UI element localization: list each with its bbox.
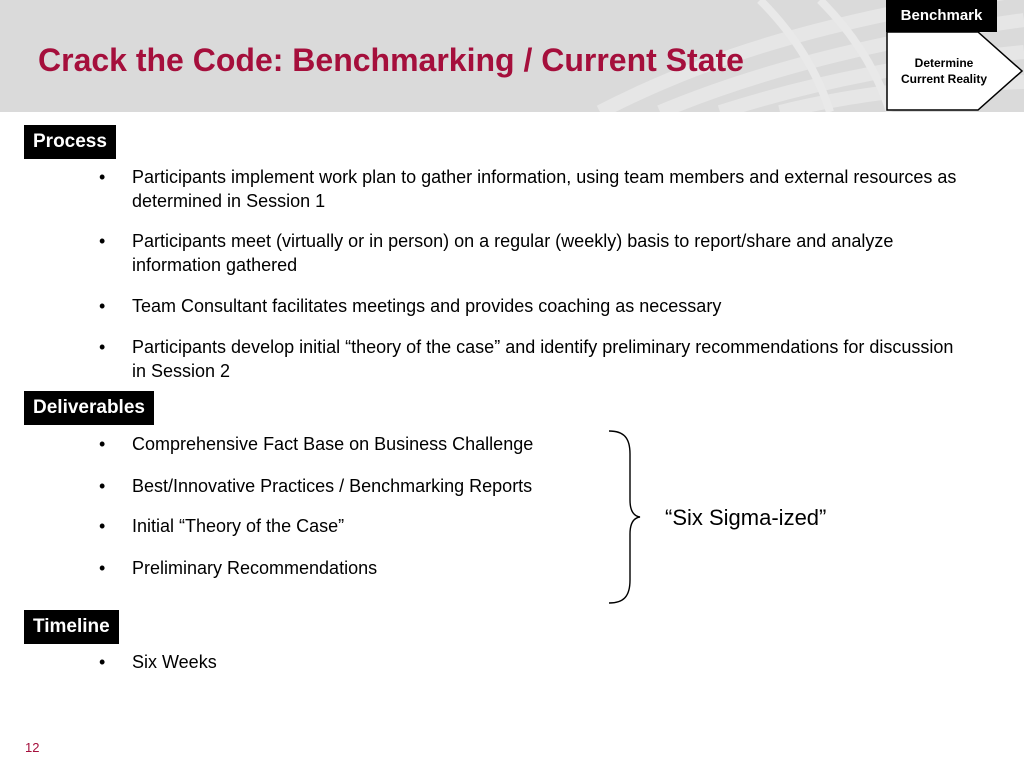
list-item [99, 474, 962, 498]
right-brace-icon [606, 428, 642, 606]
stage-step-text [889, 55, 999, 87]
stage-label: Benchmark [886, 0, 997, 32]
process-label: Process [24, 125, 116, 159]
stage-step-line-2: Current Reality [900, 72, 988, 86]
list-item-text: Comprehensive Fact Base on Business Challenge [132, 434, 534, 454]
list-item [99, 514, 962, 538]
bullet-icon: • [99, 476, 106, 496]
list-item-text: Initial “Theory of the Case” [132, 516, 345, 536]
bullet-icon: • [99, 558, 106, 578]
list-item [99, 432, 962, 456]
bullet-icon: • [99, 516, 106, 536]
list-item-text: Preliminary Recommendations [132, 558, 378, 578]
slide-title: Crack the Code: Benchmarking / Current State [38, 42, 744, 78]
list-item [99, 165, 962, 213]
list-item-text: Participants meet (virtually or in person) on a regular (weekly) basis to report/share and analyze information gathered [132, 231, 894, 275]
deliverables-label: Deliverables [24, 391, 154, 425]
list-item-text: Participants implement work plan to gather information, using team members and external resources as determined in Session 1 [132, 167, 957, 211]
slide-header [0, 0, 1024, 112]
list-item [99, 650, 962, 674]
bullet-icon: • [99, 296, 106, 316]
list-item-text: Team Consultant facilitates meetings and provides coaching as necessary [132, 296, 722, 316]
list-item [99, 556, 962, 580]
bullet-icon: • [99, 167, 106, 187]
list-item [99, 335, 962, 383]
stage-step-line-1: Determine [914, 56, 974, 70]
bullet-icon: • [99, 231, 106, 251]
brace-label: “Six Sigma-ized” [665, 505, 827, 530]
bullet-icon: • [99, 434, 106, 454]
page-number: 12 [25, 740, 40, 755]
list-item-text: Participants develop initial “theory of the case” and identify preliminary recommendations for discussion in Session 2 [132, 337, 954, 381]
timeline-label: Timeline [24, 610, 119, 644]
list-item-text: Best/Innovative Practices / Benchmarking Reports [132, 476, 533, 496]
list-item [99, 229, 962, 277]
list-item-text: Six Weeks [132, 652, 217, 672]
list-item [99, 294, 962, 318]
bullet-icon: • [99, 652, 106, 672]
bullet-icon: • [99, 337, 106, 357]
